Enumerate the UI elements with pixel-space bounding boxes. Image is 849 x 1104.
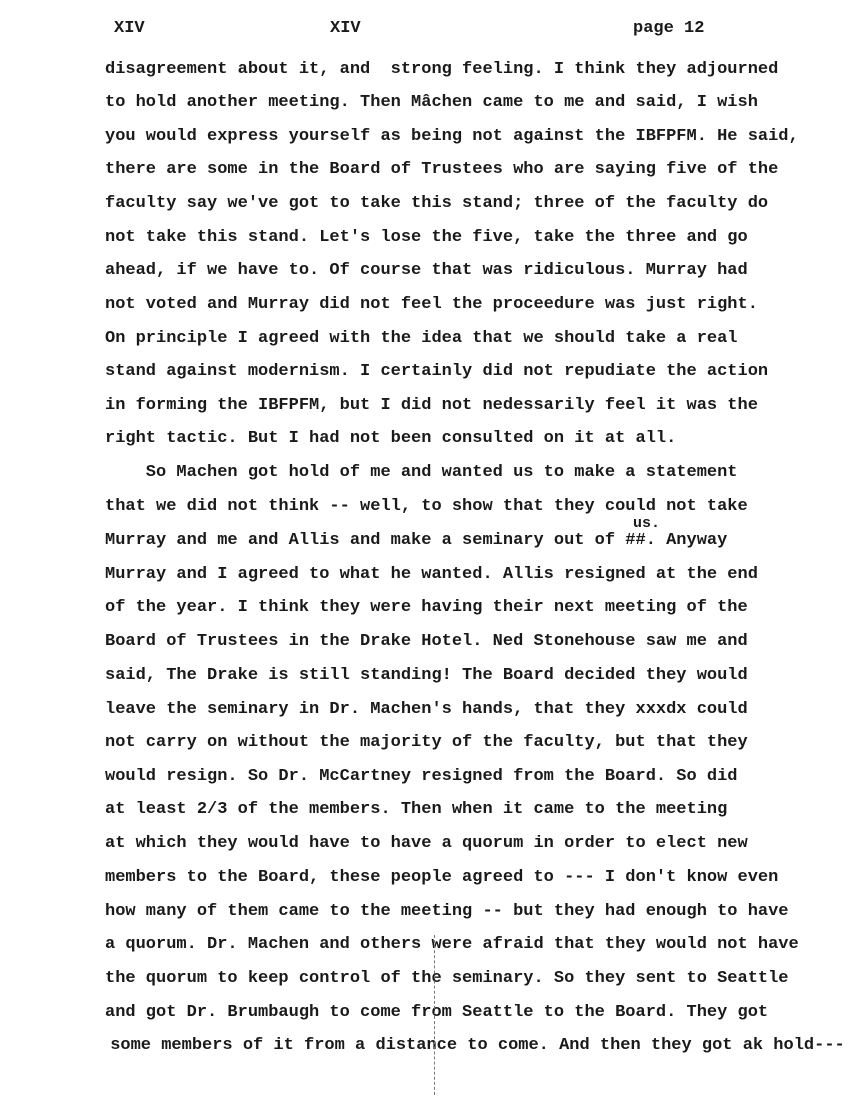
text-line: not carry on without the majority of the faculty, but that they: [105, 733, 748, 752]
text-line: would resign. So Dr. McCartney resigned from the Board. So did: [105, 767, 738, 786]
text-line: Murray and me and Allis and make a seminary out of ##. Anyway: [105, 531, 728, 550]
text-line: Murray and I agreed to what he wanted. Allis resigned at the end: [105, 565, 758, 584]
text-line: some members of it from a distance to come. And then they got ak hold---: [100, 1036, 845, 1055]
text-line: there are some in the Board of Trustees who are saying five of the: [105, 160, 779, 179]
text-line: how many of them came to the meeting -- but they had enough to have: [105, 902, 789, 921]
text-line: So Machen got hold of me and wanted us to make a statement: [105, 463, 738, 482]
text-line: at which they would have to have a quorum in order to elect new: [105, 834, 748, 853]
text-line: faculty say we've got to take this stand; three of the faculty do: [105, 194, 769, 213]
text-line: said, The Drake is still standing! The Board decided they would: [105, 666, 748, 685]
text-line: a quorum. Dr. Machen and others were afraid that they would not have: [105, 935, 799, 954]
text-line: not take this stand. Let's lose the five, take the three and go: [105, 228, 748, 247]
text-line: On principle I agreed with the idea that we should take a real: [105, 329, 738, 348]
text-line: you would express yourself as being not against the IBFPFM. He said,: [105, 127, 799, 146]
text-line: at least 2/3 of the members. Then when it came to the meeting: [105, 800, 728, 819]
header-left-chapter: XIV: [114, 19, 145, 38]
text-line: that we did not think -- well, to show that they could not take: [105, 497, 748, 516]
handwritten-insertion: us.: [633, 515, 661, 532]
text-line: and got Dr. Brumbaugh to come from Seattle to the Board. They got: [105, 1003, 769, 1022]
text-line: of the year. I think they were having their next meeting of the: [105, 598, 748, 617]
text-line: the quorum to keep control of the seminary. So they sent to Seattle: [105, 969, 789, 988]
text-line: ahead, if we have to. Of course that was ridiculous. Murray had: [105, 261, 748, 280]
text-line: leave the seminary in Dr. Machen's hands, that they xxxdx could: [105, 700, 748, 719]
page-fold-line: [434, 935, 435, 1095]
header-page-number: page 12: [633, 19, 705, 38]
text-line: members to the Board, these people agreed to --- I don't know even: [105, 868, 779, 887]
text-line: right tactic. But I had not been consulted on it at all.: [105, 429, 677, 448]
text-line: to hold another meeting. Then Mâchen came to me and said, I wish: [105, 93, 758, 112]
text-line: not voted and Murray did not feel the proceedure was just right.: [105, 295, 758, 314]
text-line: stand against modernism. I certainly did not repudiate the action: [105, 362, 769, 381]
text-line: in forming the IBFPFM, but I did not nedessarily feel it was the: [105, 396, 758, 415]
header-center-chapter: XIV: [330, 19, 361, 38]
text-line: Board of Trustees in the Drake Hotel. Ned Stonehouse saw me and: [105, 632, 748, 651]
text-line: disagreement about it, and strong feeling. I think they adjourned: [105, 60, 779, 79]
